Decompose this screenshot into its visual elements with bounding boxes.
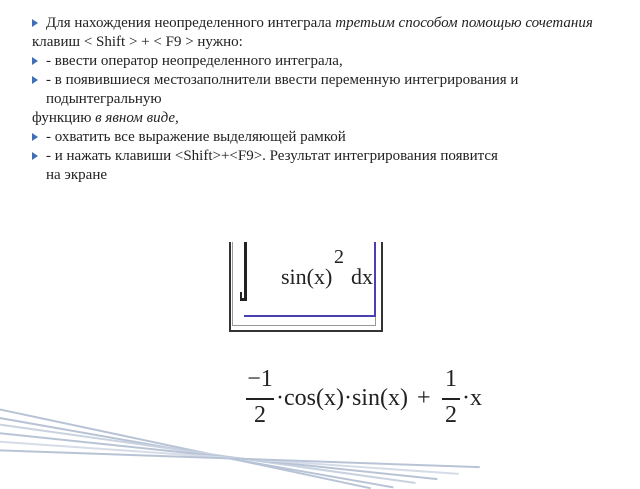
- result-fraction-1: [246, 366, 274, 429]
- bullet-item-1: [32, 14, 622, 33]
- bullet-1-plain: Для нахождения неопределенного интеграла: [46, 15, 336, 31]
- integrand-exponent: 2: [334, 246, 344, 268]
- bullet-arrow-icon: [32, 76, 38, 84]
- bullet-arrow-icon: [32, 133, 38, 141]
- bullet-item-4: [32, 128, 622, 147]
- integration-result: [246, 366, 506, 436]
- fraction-2-denominator: 2: [445, 402, 457, 428]
- fraction-2-numerator: 1: [445, 366, 457, 392]
- bullet-arrow-icon: [32, 19, 38, 27]
- bullet-5-line-2: на экране: [46, 167, 108, 183]
- text-line-keys: клавиш < Shift > + < F9 > нужно:: [32, 34, 243, 50]
- bullet-4-text: - охватить все выражение выделяющей рамкой: [46, 129, 346, 145]
- function-italic: в явном виде,: [95, 110, 179, 126]
- integrand-differential: dx: [351, 264, 373, 289]
- bullet-1-italic: третьим способом помощью сочетания: [335, 15, 593, 31]
- fraction-1-numerator: −1: [247, 366, 273, 392]
- decorative-stripe: [0, 448, 480, 468]
- text-line-function: [32, 109, 622, 128]
- fraction-1-denominator: 2: [254, 402, 266, 428]
- bullet-5-line-1: - и нажать клавиши <Shift>+<F9>. Результат интегрирования появится: [46, 148, 498, 164]
- integral-expression-box: [229, 242, 383, 332]
- result-tail-term: ·x: [462, 385, 482, 411]
- bullet-item-2: [32, 52, 622, 71]
- bullet-item-5: [32, 147, 622, 185]
- integrand-function: sin(x): [281, 264, 333, 289]
- bullet-2-text: - ввести оператор неопределенного интеграла,: [46, 53, 343, 69]
- fraction-1-bar: [246, 398, 274, 400]
- function-plain: функцию: [32, 110, 96, 126]
- bullet-arrow-icon: [32, 57, 38, 65]
- integral-sign-icon: [244, 242, 247, 300]
- bullet-3-line-1: - в появившиеся местозаполнители ввести переменную интегрирования и: [46, 72, 519, 88]
- fraction-2-bar: [442, 398, 460, 400]
- bullet-item-3: [32, 71, 622, 109]
- result-fraction-2: [442, 366, 460, 429]
- instruction-text: [32, 14, 622, 185]
- bullet-3-line-2: подынтегральную: [46, 91, 162, 107]
- edit-cursor-icon: [240, 292, 242, 301]
- result-middle-term: ·cos(x)·sin(x): [276, 385, 408, 411]
- bullet-arrow-icon: [32, 152, 38, 160]
- result-plus-sign: +: [417, 385, 431, 411]
